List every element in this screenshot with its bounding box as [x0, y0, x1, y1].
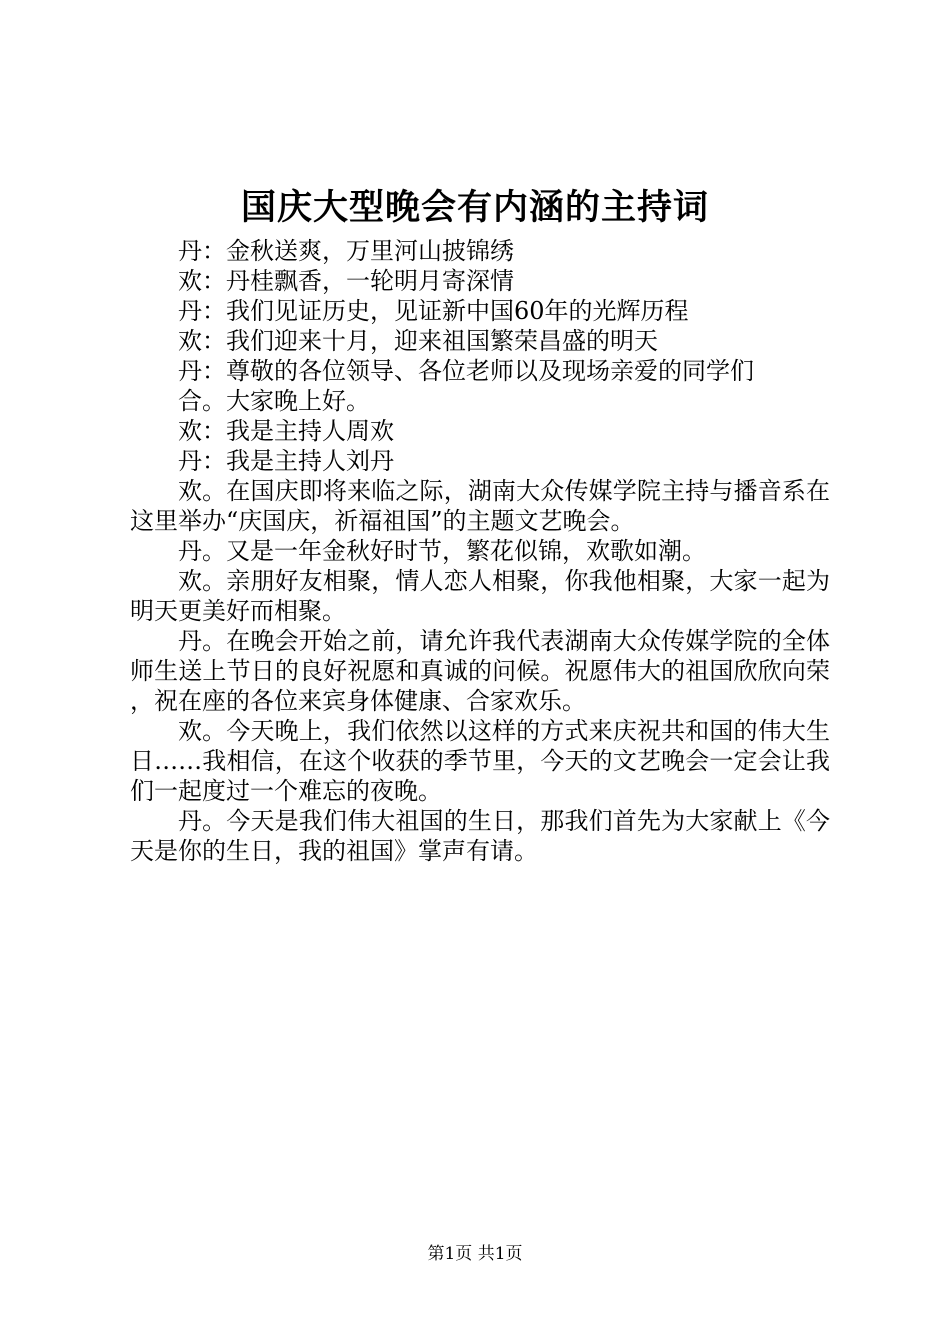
document-body — [130, 236, 830, 866]
paragraph: 合。大家晚上好。 — [178, 387, 370, 415]
paragraph: 丹：我是主持人刘丹 — [178, 447, 394, 475]
document-title: 国庆大型晚会有内涵的主持词 — [240, 187, 709, 228]
paragraph: 丹。在晚会开始之前，请允许我代表湖南大众传媒学院的全体师生送上节日的良好祝愿和真诚的问候。祝愿伟大的祖国欣欣向荣，祝在座的各位来宾身体健康、合家欢乐。 — [130, 627, 830, 715]
paragraph: 欢：我们迎来十月，迎来祖国繁荣昌盛的明天 — [178, 327, 658, 355]
paragraph: 欢：我是主持人周欢 — [178, 417, 394, 445]
paragraph: 欢。在国庆即将来临之际，湖南大众传媒学院主持与播音系在这里举办“庆国庆，祈福祖国”的主题文艺晚会。 — [130, 477, 830, 535]
paragraph: 丹：金秋送爽，万里河山披锦绣 — [178, 237, 514, 265]
page-footer: 第1页 共1页 — [427, 1244, 523, 1264]
paragraph: 欢。今天晚上，我们依然以这样的方式来庆祝共和国的伟大生日……我相信，在这个收获的季节里，今天的文艺晚会一定会让我们一起度过一个难忘的夜晚。 — [130, 717, 830, 805]
paragraph: 丹。又是一年金秋好时节，繁花似锦，欢歌如潮。 — [178, 537, 706, 565]
paragraph: 欢：丹桂飘香，一轮明月寄深情 — [178, 267, 514, 295]
paragraph: 欢。亲朋好友相聚，情人恋人相聚，你我他相聚，大家一起为明天更美好而相聚。 — [130, 567, 830, 625]
paragraph: 丹：尊敬的各位领导、各位老师以及现场亲爱的同学们 — [178, 357, 754, 385]
paragraph: 丹。今天是我们伟大祖国的生日，那我们首先为大家献上《今天是你的生日，我的祖国》掌声有请。 — [130, 807, 830, 865]
paragraph: 丹：我们见证历史，见证新中国60年的光辉历程 — [178, 297, 689, 325]
